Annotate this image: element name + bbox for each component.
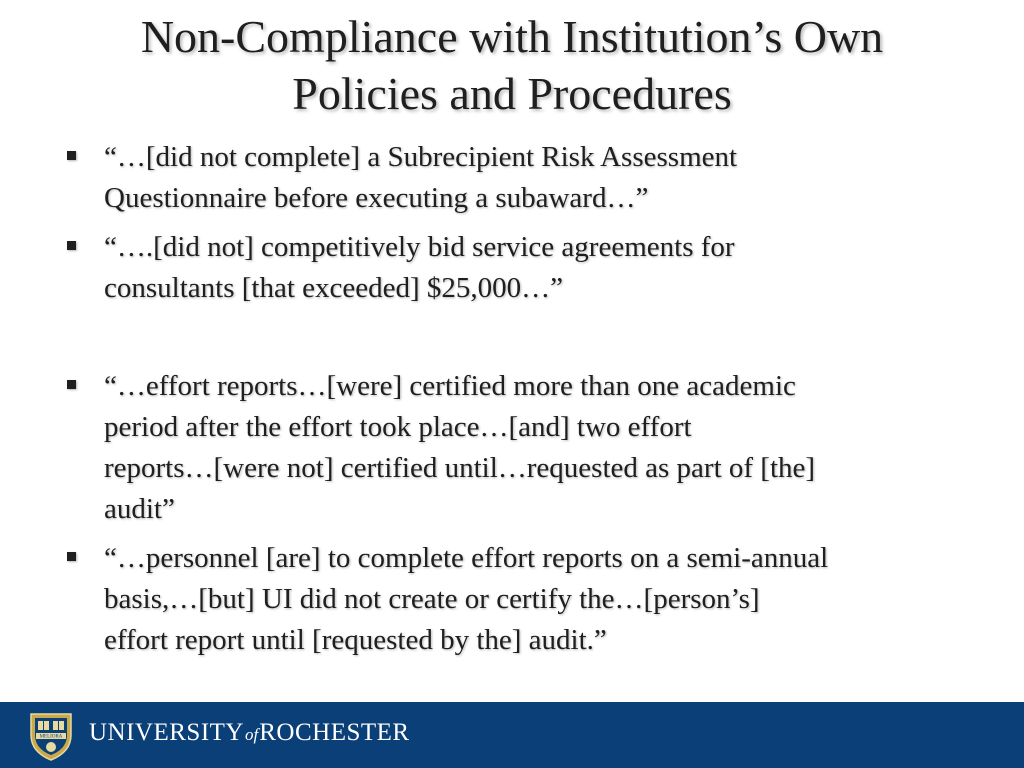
bullet-line: consultants [that exceeded] $25,000…”	[104, 272, 564, 304]
title-line-2: Policies and Procedures	[292, 68, 732, 119]
bullet-line: Questionnaire before executing a subaward…”	[104, 182, 649, 214]
bullet-line: period after the effort took place…[and] two effort	[104, 411, 692, 443]
square-bullet-icon	[67, 241, 76, 250]
university-seal-icon	[27, 711, 75, 761]
bullet-line: audit”	[104, 493, 175, 525]
footer-bar	[0, 702, 1024, 768]
wordmark-rochester: ROCHESTER	[259, 719, 410, 746]
bullet-line: basis,…[but] UI did not create or certify the…[person’s]	[104, 583, 760, 615]
bullet-line: effort report until [requested by the] audit.”	[104, 624, 607, 656]
slide-title	[40, 8, 984, 122]
seal-motto: MELIORA	[39, 734, 63, 740]
wordmark-university: UNIVERSITY	[89, 719, 244, 746]
bullet-item	[104, 227, 984, 309]
bullet-line: “…[did not complete] a Subrecipient Risk Assessment	[104, 141, 738, 173]
square-bullet-icon	[67, 552, 76, 561]
bullet-line: “…personnel [are] to complete effort reports on a semi-annual	[104, 542, 829, 574]
title-line-1: Non-Compliance with Institution’s Own	[140, 11, 884, 62]
bullet-item	[104, 366, 984, 530]
bullet-line: reports…[were not] certified until…requested as part of [the]	[104, 452, 816, 484]
bullet-item	[104, 137, 984, 219]
square-bullet-icon	[67, 380, 76, 389]
wordmark-of: of	[245, 725, 259, 744]
square-bullet-icon	[67, 151, 76, 160]
university-wordmark	[89, 718, 410, 750]
bullet-line: “….[did not] competitively bid service agreements for	[104, 231, 735, 263]
bullet-line: “…effort reports…[were] certified more than one academic	[104, 370, 796, 402]
bullet-item	[104, 538, 984, 661]
